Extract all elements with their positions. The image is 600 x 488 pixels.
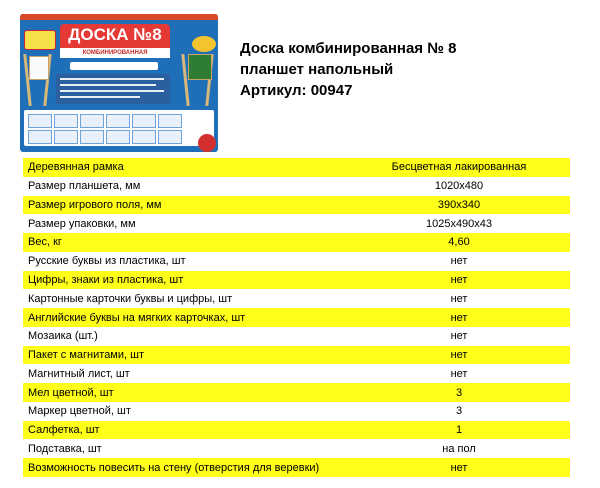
spec-row [23,327,570,346]
spec-name: Английские буквы на мягких карточках, шт [28,311,246,324]
spec-value: нет [450,461,468,474]
brand-logo [24,30,56,50]
accessory-thumbnail [80,130,104,144]
accessory-thumbnail [28,130,52,144]
accessory-thumbnail [28,114,52,128]
spec-name: Размер планшета, мм [28,180,141,193]
text-line [60,96,140,98]
spec-name: Возможность повесить на стену (отверстия для веревки) [28,461,320,474]
spec-row [23,271,570,290]
brand-badge [198,134,216,152]
spec-row [23,439,570,458]
spec-value: нет [450,367,468,380]
text-line [60,78,164,80]
accessory-thumbnail [158,114,182,128]
box-title: ДОСКА №8 [60,24,170,54]
product-article: Артикул: 00947 [240,82,353,99]
text-line [60,90,164,92]
easel-whiteboard [29,56,49,80]
spec-name: Мел цветной, шт [28,386,114,399]
spec-row [23,402,570,421]
spec-row [23,252,570,271]
spec-row [23,214,570,233]
accessory-thumbnail [106,114,130,128]
spec-value: Бесцветная лакированная [391,161,527,174]
accessory-thumbnail [54,130,78,144]
spec-value: 1 [455,424,463,437]
accessory-thumbnail [158,130,182,144]
spec-name: Картонные карточки буквы и цифры, шт [28,292,233,305]
age-banner [70,62,158,70]
accessory-thumbnail [54,114,78,128]
box-top-band [20,14,218,20]
spec-value: нет [450,255,468,268]
accessory-thumbnail [132,130,156,144]
spec-row [23,177,570,196]
spec-row [23,458,570,477]
spec-value: 3 [455,405,463,418]
accessory-thumbnail [106,130,130,144]
spec-name: Мозаика (шт.) [28,330,98,343]
spec-name: Размер игрового поля, мм [28,198,162,211]
spec-name: Маркер цветной, шт [28,405,131,418]
accessory-thumbnail [80,114,104,128]
spec-value: нет [450,273,468,286]
product-title: Доска комбинированная № 8 [240,40,457,57]
spec-row [23,158,570,177]
spec-value: на пол [442,442,476,455]
speech-bubble [192,36,216,52]
spec-row [23,289,570,308]
product-image [20,14,218,152]
spec-name: Магнитный лист, шт [28,367,130,380]
spec-value: нет [450,349,468,362]
spec-name: Деревянная рамка [28,161,124,174]
spec-row [23,233,570,252]
accessory-thumbnail [132,114,156,128]
spec-value: 1020х480 [434,180,484,193]
spec-row [23,421,570,440]
spec-name: Русские буквы из пластика, шт [28,255,186,268]
spec-name: Пакет с магнитами, шт [28,349,144,362]
spec-name: Размер упаковки, мм [28,217,136,230]
spec-value: 1025х490х43 [425,217,493,230]
spec-table [23,158,570,477]
product-subtitle: планшет напольный [240,61,394,78]
product-title-block [240,38,456,101]
spec-row [23,383,570,402]
box-description-block [56,74,170,104]
spec-row [23,364,570,383]
easel-chalkboard [188,54,212,80]
box-subtitle: КОМБИНИРОВАННАЯ [60,48,170,58]
spec-row [23,346,570,365]
spec-value: нет [450,311,468,324]
spec-row [23,196,570,215]
spec-name: Салфетка, шт [28,424,100,437]
spec-name: Цифры, знаки из пластика, шт [28,273,184,286]
spec-value: 4,60 [448,236,470,249]
spec-value: нет [450,292,468,305]
spec-value: 390х340 [437,198,481,211]
spec-row [23,308,570,327]
accessories-strip [24,110,214,146]
spec-value: нет [450,330,468,343]
text-line [60,84,156,86]
spec-name: Подставка, шт [28,442,102,455]
spec-name: Вес, кг [28,236,62,249]
spec-value: 3 [455,386,463,399]
